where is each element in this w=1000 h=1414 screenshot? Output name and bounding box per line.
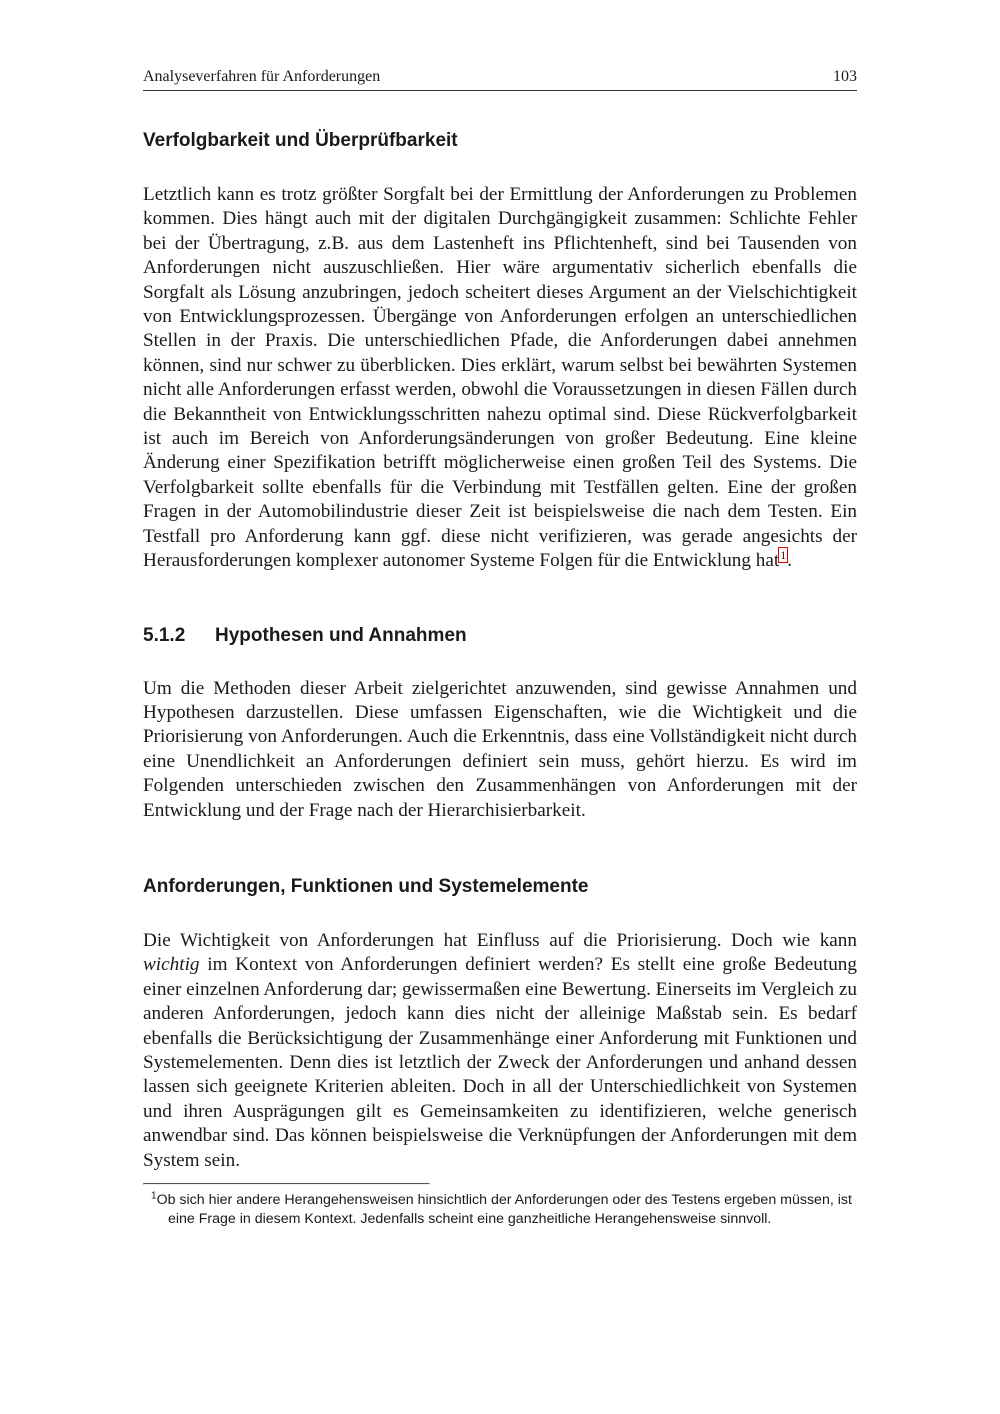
footnote-text: Ob sich hier andere Herangehensweisen hinsichtlich der Anforderungen oder des Testens ergeben müssen, ist eine Frage in diesem Kontext. Jedenfalls scheint eine ganzheitliche Herangehensweise sinnvoll. [156, 1192, 852, 1227]
page-number: 103 [833, 68, 857, 85]
paragraph-requirements-start: Die Wichtigkeit von Anforderungen hat Einfluss auf die Priorisierung. Doch wie kann [143, 929, 857, 951]
paragraph-requirements-rest: im Kontext von Anforderungen definiert werden? Es stellt eine große Bedeutung einer einzelnen Anforderung dar; gewissermaßen eine Bewertung. Einerseits im Vergleich zu anderen Anforderungen, jedoch kann dies nicht der alleinige Maßstab sein. Es bedarf ebenfalls die Berücksichtigung der Zusammenhänge einer Anforderung mit Funktionen und Systemelementen. Denn dies ist letztlich der Zweck der Anforderungen und anhand dessen lassen sich geeignete Kriterien ableiten. Doch in all der Unterschiedlichkeit von Systemen und ihren Ausprägungen gilt es Gemeinsamkeiten zu identifizieren, welche generisch anwendbar sind. Das können beispielsweise die Verknüpfungen der Anforderungen mit dem System sein. [143, 954, 857, 1171]
footnote-ref-link[interactable]: 1 [780, 547, 787, 562]
book-page [143, 66, 857, 1229]
footnote-rule [143, 1183, 430, 1185]
heading-section-5-1-2 [143, 624, 857, 648]
heading-requirements: Anforderungen, Funktionen und Systemelemente [143, 875, 589, 897]
paragraph-hypotheses: Um die Methoden dieser Arbeit zielgerichtet anzuwenden, sind gewisse Annahmen und Hypothesen darzustellen. Diese umfassen Eigenschaften, wie die Wichtigkeit und die Priorisierung von Anforderungen. Auch die Erkenntnis, dass eine Vollständigkeit nicht durch eine Unendlichkeit an Anforderungen definiert sein muss, gehört hierzu. Es wird im Folgenden unterschieden zwischen den Zusammenhängen von Anforderungen mit der Entwicklung und der Frage nach der Hierarchisierbarkeit. [143, 677, 857, 821]
paragraph-traceability-end: . [787, 550, 793, 572]
emphasis-wichtig: wichtig [143, 954, 200, 976]
running-header [143, 66, 857, 91]
paragraph-requirements [143, 929, 857, 1173]
footnote-mark: 1 [151, 1190, 157, 1202]
section-number: 5.1.2 [143, 624, 186, 646]
heading-traceability: Verfolgbarkeit und Überprüfbarkeit [143, 130, 458, 151]
paragraph-traceability [143, 183, 857, 574]
paragraph-traceability-text: Letztlich kann es trotz größter Sorgfalt bei der Ermittlung der Anforderungen zu Problemen kommen. Dies hängt auch mit der digitalen Durchgängigkeit zusammen: Schlichte Fehler bei der Übertragung, z.B. aus dem Lastenheft ins Pflichtenheft, sind bei Tausenden von Anforderungen nicht auszuschließen. Hier wäre argumentativ sicherlich ebenfalls die Sorgfalt als Lösung anzubringen, jedoch scheitert dieses Argument an der Vielschichtigkeit von Entwicklungsprozessen. Übergänge von Anforderungen erfolgen an unterschiedlichen Stellen in der Praxis. Die unterschiedlichen Pfade, die Anforderungen dabei annehmen können, sind nur schwer zu überblicken. Dies erklärt, warum selbst bei bewährten Systemen nicht alle Anforderungen erfasst werden, obwohl die Voraussetzungen in diesen Fällen durch die Bekanntheit von Entwicklungsschritten nahezu optimal sind. Diese Rückverfolgbarkeit ist auch im Bereich von Anforderungsänderungen von großer Bedeutung. Eine kleine Änderung einer Spezifikation betrifft möglicherweise einen großen Teil des Systems. Die Verfolgbarkeit sollte ebenfalls für die Verbindung mit Testfällen gelten. Eine der großen Fragen in der Automobilindustrie dieser Zeit ist beispielsweise die nach dem Testen. Ein Testfall pro Anforderung kann ggf. diese nicht verifizieren, was gerade angesichts der Herausforderungen komplexer autonomer Systeme Folgen für die Entwicklung hat [143, 184, 857, 572]
footnote [143, 1191, 857, 1229]
section-title: Hypothesen und Annahmen [215, 624, 467, 646]
running-title: Analyseverfahren für Anforderungen [143, 68, 381, 85]
